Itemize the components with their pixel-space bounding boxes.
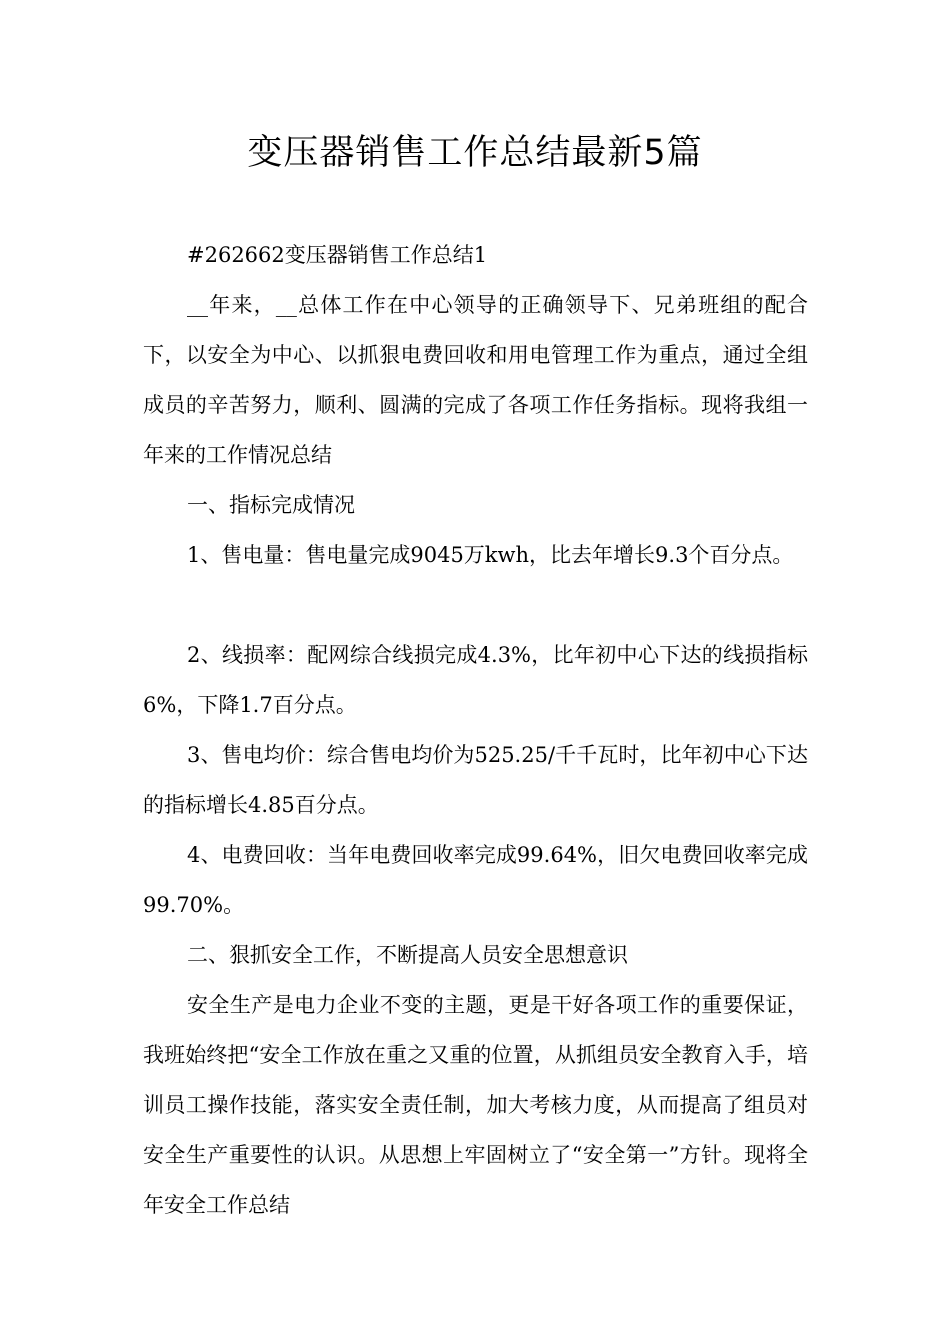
heading-safety: 二、狠抓安全工作，不断提高人员安全思想意识 bbox=[187, 943, 628, 967]
section-heading-1: #262662变压器销售工作总结1 bbox=[187, 243, 488, 267]
item-electricity-sales: 1、售电量：售电量完成9045万kwh，比去年增长9.3个百分点。 bbox=[187, 543, 794, 567]
heading-indicators: 一、指标完成情况 bbox=[187, 493, 355, 517]
safety-paragraph: 安全生产是电力企业不变的主题，更是干好各项工作的重要保证，我班始终把“安全工作放在重之又重的位置，从抓组员安全教育入手，培训员工操作技能，落实安全责任制，加大考核力度，从而提高了组员对安全生产重要性的认识。从思想上牢固树立了“安全第一”方针。现将全年安全工作总结 bbox=[143, 993, 808, 1217]
document-title: 变压器销售工作总结最新5篇 bbox=[247, 133, 703, 173]
document-body bbox=[143, 230, 808, 1230]
item-fee-recovery: 4、电费回收：当年电费回收率完成99.64%，旧欠电费回收率完成99.70%。 bbox=[143, 843, 808, 917]
blank-line bbox=[143, 580, 808, 630]
item-average-price: 3、售电均价：综合售电均价为525.25/千千瓦时，比年初中心下达的指标增长4.85百分点。 bbox=[143, 743, 808, 817]
item-line-loss: 2、线损率：配网综合线损完成4.3%，比年初中心下达的线损指标6%，下降1.7百分点。 bbox=[143, 643, 808, 717]
intro-paragraph: __年来，__总体工作在中心领导的正确领导下、兄弟班组的配合下，以安全为中心、以抓狠电费回收和用电管理工作为重点，通过全组成员的辛苦努力，顺利、圆满的完成了各项工作任务指标。现将我组一年来的工作情况总结 bbox=[143, 293, 808, 467]
